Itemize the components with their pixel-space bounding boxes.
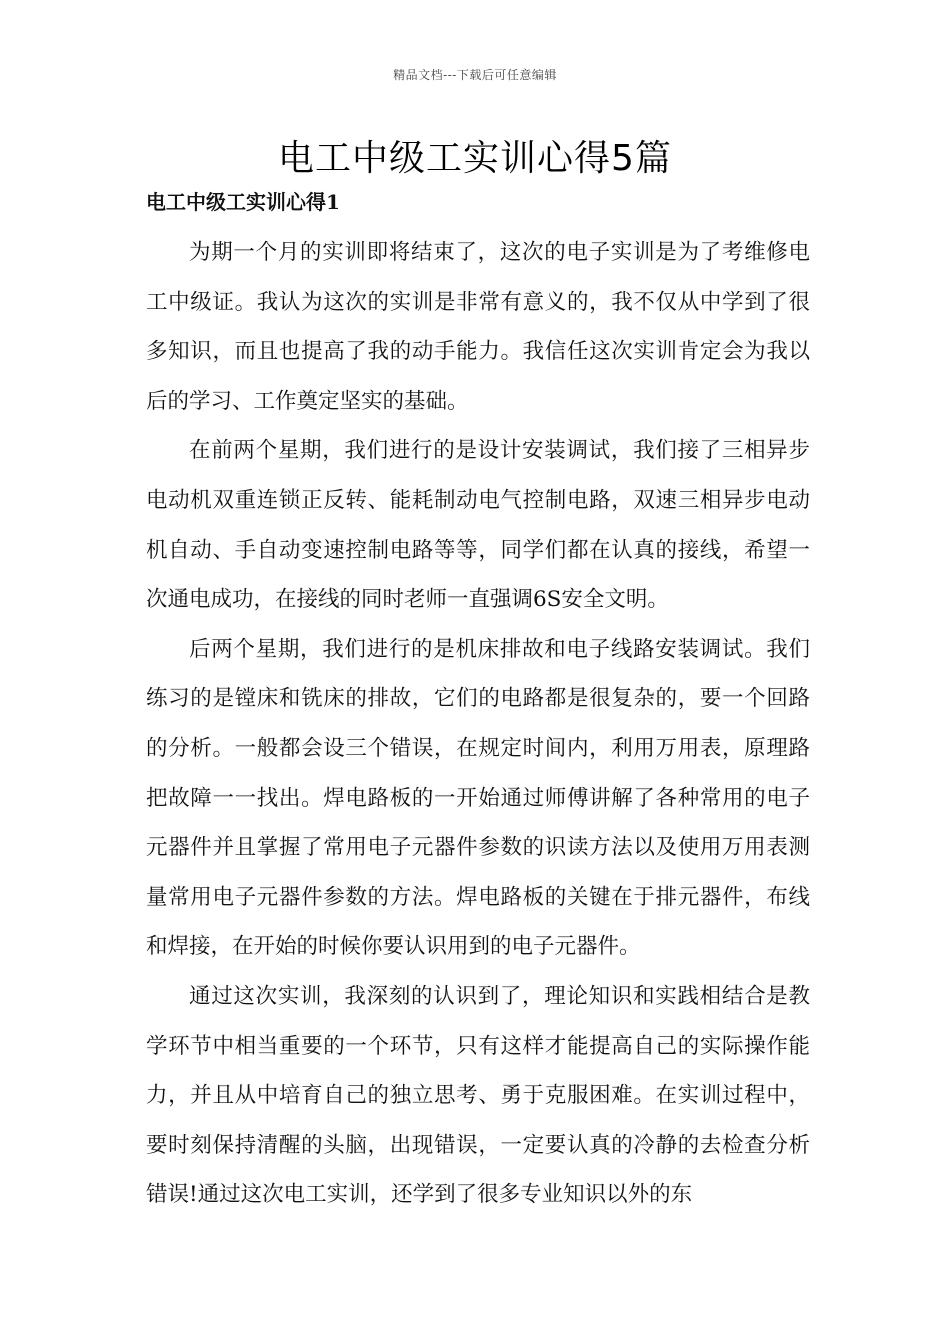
paragraph-1: 为期一个月的实训即将结束了，这次的电子实训是为了考维修电工中级证。我认为这次的实训是非常有意义的，我不仅从中学到了很多知识，而且也提高了我的动手能力。我信任这次实训肯定会为我以后的学习、工作奠定坚实的基础。 xyxy=(146,240,810,414)
section-title: 电工中级工实训心得1 xyxy=(146,190,340,214)
document-title: 电工中级工实训心得5篇 xyxy=(278,138,672,179)
paragraph-2: 在前两个星期，我们进行的是设计安装调试，我们接了三相异步电动机双重连锁正反转、能耗制动电气控制电路，双速三相异步电动机自动、手自动变速控制电路等等，同学们都在认真的接线，希望一次通电成功，在接线的同时老师一直强调6S安全文明。 xyxy=(146,438,810,613)
paragraph-3: 后两个星期，我们进行的是机床排故和电子线路安装调试。我们练习的是镗床和铣床的排故，它们的电路都是很复杂的，要一个回路的分析。一般都会设三个错误，在规定时间内，利用万用表，原理路把故障一一找出。焊电路板的一开始通过师傅讲解了各种常用的电子元器件并且掌握了常用电子元器件参数的识读方法以及使用万用表测量常用电子元器件参数的方法。焊电路板的关键在于排元器件，布线和焊接，在开始的时候你要认识用到的电子元器件。 xyxy=(146,636,810,960)
body-text xyxy=(146,228,810,1220)
header-note: 精品文档---下载后可任意编辑 xyxy=(393,68,557,82)
paragraph-4: 通过这次实训，我深刻的认识到了，理论知识和实践相结合是教学环节中相当重要的一个环节，只有这样才能提高自己的实际操作能力，并且从中培育自己的独立思考、勇于克服困难。在实训过程中，要时刻保持清醒的头脑，出现错误，一定要认真的冷静的去检查分析错误!通过这次电工实训，还学到了很多专业知识以外的东 xyxy=(146,983,810,1208)
